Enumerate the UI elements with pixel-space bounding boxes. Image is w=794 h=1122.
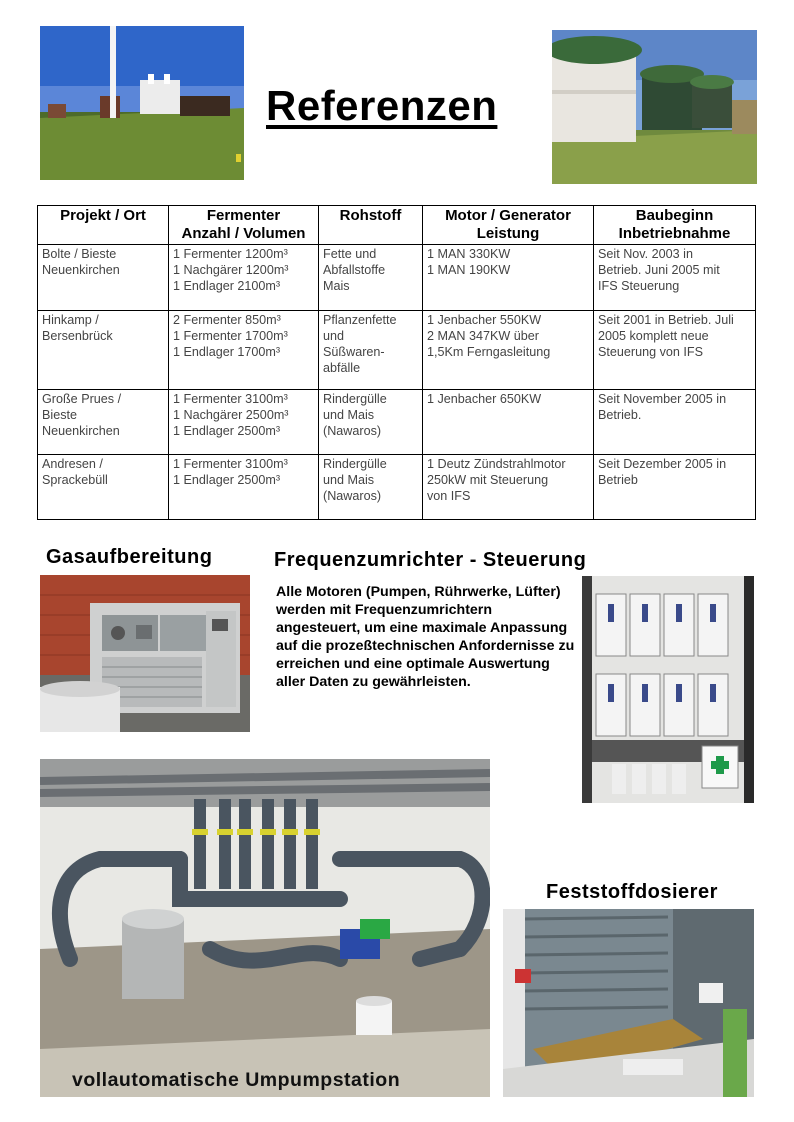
cell-fermenter: 1 Fermenter 3100m³ 1 Endlager 2500m³: [169, 455, 319, 520]
column-header: Projekt / Ort: [38, 206, 169, 245]
cell-rohstoff: Pflanzenfette und Süßwaren- abfälle: [319, 311, 423, 390]
cell-fermenter: 1 Fermenter 3100m³ 1 Nachgärer 2500m³ 1 Endlager 2500m³: [169, 390, 319, 455]
cell-rohstoff: Rindergülle und Mais (Nawaros): [319, 390, 423, 455]
photo-feststoffdosierer: [503, 909, 754, 1097]
cell-motor: 1 Jenbacher 650KW: [423, 390, 594, 455]
column-header: Fermenter Anzahl / Volumen: [169, 206, 319, 245]
heading-gasaufbereitung: Gasaufbereitung: [46, 546, 213, 568]
column-header: Rohstoff: [319, 206, 423, 245]
cell-rohstoff: Fette und Abfallstoffe Mais: [319, 245, 423, 311]
cell-fermenter: 2 Fermenter 850m³ 1 Fermenter 1700m³ 1 Endlager 1700m³: [169, 311, 319, 390]
table-row: [38, 390, 756, 455]
table-row: [38, 245, 756, 311]
heading-feststoffdosierer: Feststoffdosierer: [546, 881, 718, 903]
cell-baubeginn: Seit November 2005 in Betrieb.: [594, 390, 756, 455]
heading-frequenzumrichter: Frequenzumrichter - Steuerung: [274, 549, 587, 571]
cell-motor: 1 Jenbacher 550KW 2 MAN 347KW über 1,5Km Ferngasleitung: [423, 311, 594, 390]
photo-gasaufbereitung: [40, 575, 250, 732]
photo-frequency-converters: [582, 576, 754, 803]
cell-motor: 1 MAN 330KW 1 MAN 190KW: [423, 245, 594, 311]
cell-fermenter: 1 Fermenter 1200m³ 1 Nachgärer 1200m³ 1 Endlager 2100m³: [169, 245, 319, 311]
cell-project: Bolte / Bieste Neuenkirchen: [38, 245, 169, 311]
table-header-row: [38, 206, 756, 245]
reference-table: [37, 205, 756, 520]
cell-project: Hinkamp / Bersenbrück: [38, 311, 169, 390]
cell-motor: 1 Deutz Zündstrahlmotor 250kW mit Steuerung von IFS: [423, 455, 594, 520]
table-row: [38, 311, 756, 390]
cell-baubeginn: Seit Nov. 2003 in Betrieb. Juni 2005 mit IFS Steuerung: [594, 245, 756, 311]
cell-baubeginn: Seit Dezember 2005 in Betrieb: [594, 455, 756, 520]
column-header: Motor / Generator Leistung: [423, 206, 594, 245]
photo-fermenter-tanks: [552, 30, 757, 184]
cell-baubeginn: Seit 2001 in Betrieb. Juli 2005 komplett neue Steuerung von IFS: [594, 311, 756, 390]
caption-umpumpstation: vollautomatische Umpumpstation: [72, 1069, 401, 1091]
frequenzumrichter-description: Alle Motoren (Pumpen, Rührwerke, Lüfter) werden mit Frequenzumrichtern angesteuert, um eine maximale Anpassung auf die prozeßtechnischen Anfordernisse zu erreichen und eine optimale Auswertung aller Daten zu gewährleisten.: [276, 584, 575, 690]
cell-project: Große Prues / Bieste Neuenkirchen: [38, 390, 169, 455]
cell-rohstoff: Rindergülle und Mais (Nawaros): [319, 455, 423, 520]
photo-plant-chimney: [40, 26, 244, 180]
column-header: Baubeginn Inbetriebnahme: [594, 206, 756, 245]
table-row: [38, 455, 756, 520]
cell-project: Andresen / Sprackebüll: [38, 455, 169, 520]
page-title: Referenzen: [266, 82, 498, 129]
photo-umpumpstation: [40, 759, 490, 1097]
